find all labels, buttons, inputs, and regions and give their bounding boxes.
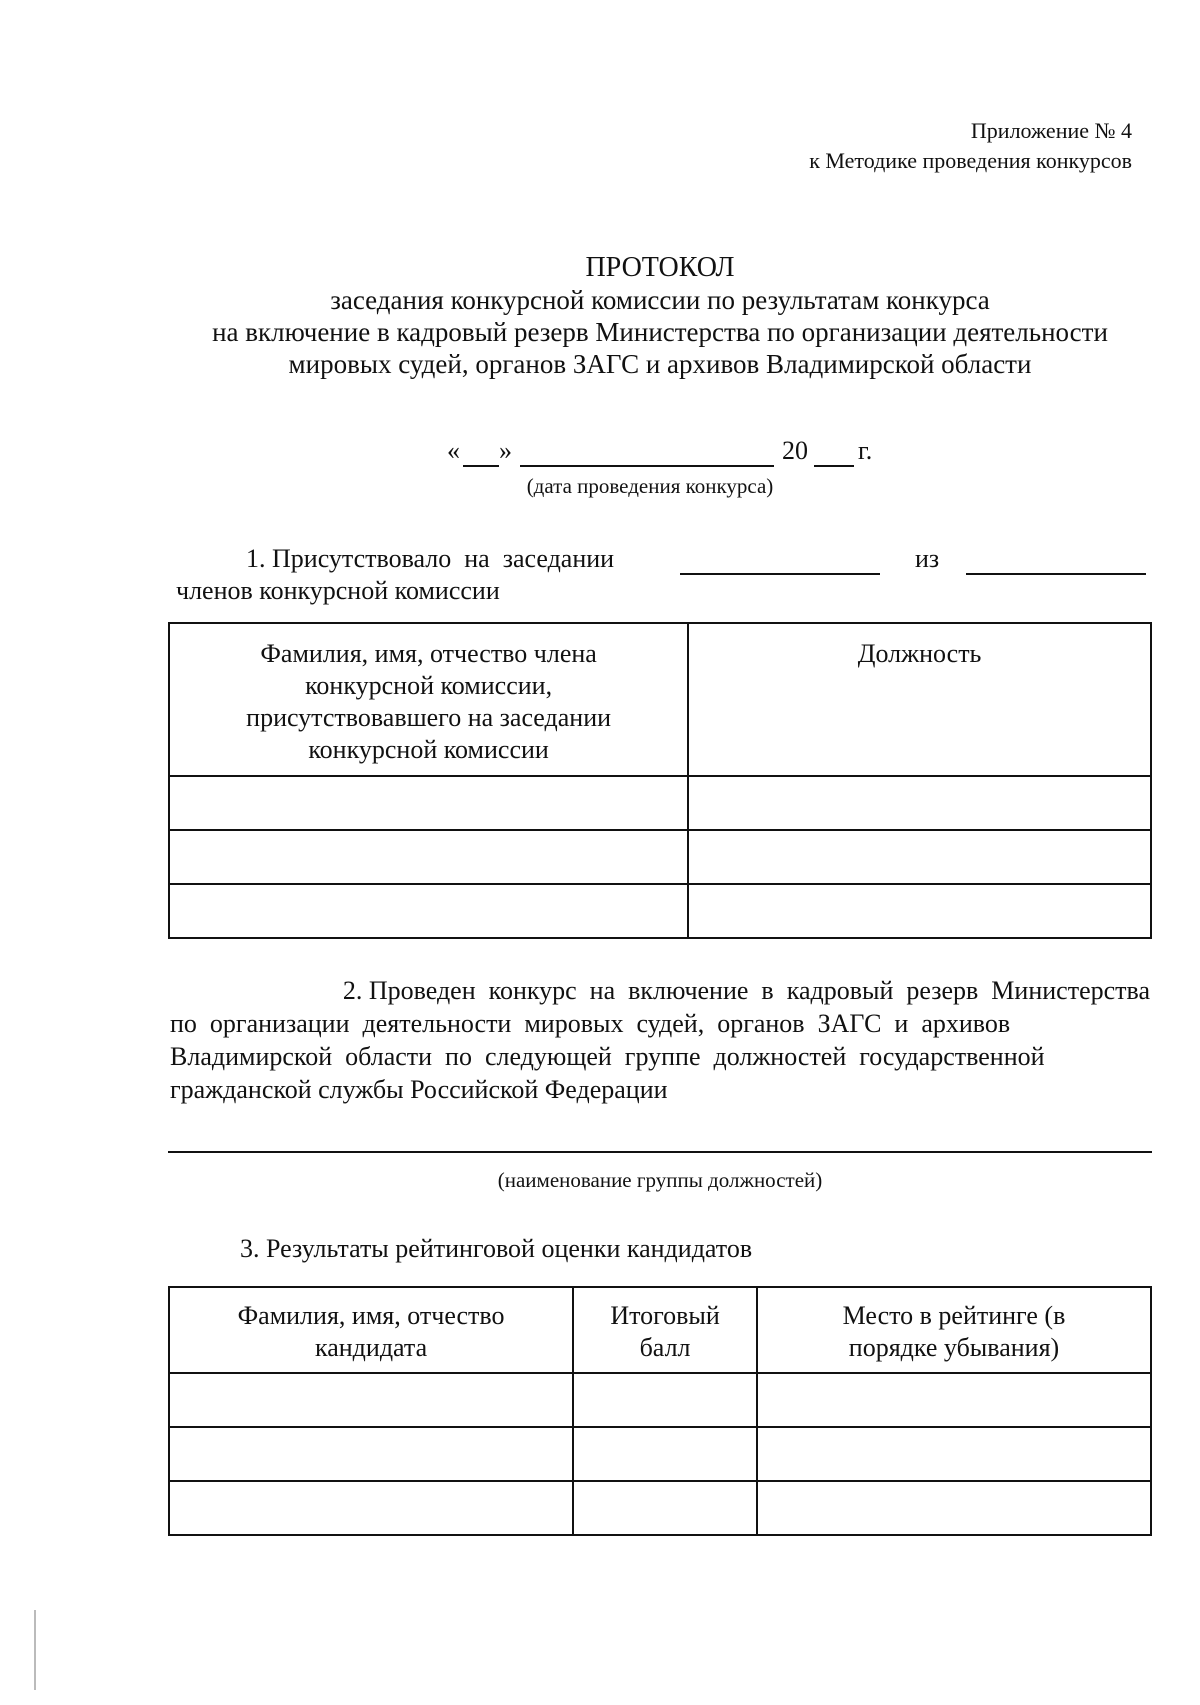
total-score-cell[interactable] — [573, 1481, 757, 1535]
position-header — [688, 623, 1151, 776]
document-title — [140, 252, 1180, 380]
annex-methodology: к Методике проведения конкурсов — [809, 148, 1132, 173]
title-heading: ПРОТОКОЛ — [585, 252, 735, 283]
section-2-line-4: гражданской службы Российской Федерации — [170, 1075, 668, 1104]
section-1-text-part-2: из — [915, 544, 940, 573]
total-score-header — [573, 1287, 757, 1373]
table-row — [169, 776, 1151, 830]
member-name-cell[interactable] — [169, 884, 688, 938]
total-score-header-label: Итоговый балл — [610, 1301, 720, 1362]
rating-place-cell[interactable] — [757, 1373, 1151, 1427]
rating-place-header-label: Место в рейтинге (в порядке убывания) — [842, 1301, 1066, 1362]
month-blank[interactable] — [520, 465, 774, 467]
table-row — [169, 1373, 1151, 1427]
candidate-name-cell[interactable] — [169, 1481, 573, 1535]
table-row — [169, 884, 1151, 938]
title-line-1: заседания конкурсной комиссии по результатам конкурса — [330, 285, 990, 315]
date-close-quote: » — [499, 436, 512, 465]
position-cell[interactable] — [688, 884, 1151, 938]
candidate-name-cell[interactable] — [169, 1427, 573, 1481]
table-row — [169, 1481, 1151, 1535]
date-caption: (дата проведения конкурса) — [526, 474, 774, 498]
member-name-cell[interactable] — [169, 776, 688, 830]
scan-margin-mark — [34, 1610, 36, 1690]
section-2-line-3: Владимирской области по следующей группе должностей государственной — [170, 1042, 1045, 1071]
day-blank[interactable] — [463, 465, 499, 467]
candidate-name-header — [169, 1287, 573, 1373]
year-blank[interactable] — [814, 465, 854, 467]
annex-reference — [700, 116, 1132, 176]
rating-place-header — [757, 1287, 1151, 1373]
member-name-header-label: Фамилия, имя, отчество члена конкурсной комиссии, присутствовавшего на заседании конкурсной комиссии — [246, 639, 612, 764]
table-row — [169, 1427, 1151, 1481]
candidate-name-header-label: Фамилия, имя, отчество кандидата — [237, 1301, 505, 1362]
section-2-line-2: по организации деятельности мировых судей, органов ЗАГС и архивов — [170, 1009, 1011, 1038]
rating-place-cell[interactable] — [757, 1481, 1151, 1535]
section-2-paragraph — [170, 974, 1150, 1106]
position-group-caption: (наименование группы должностей) — [497, 1168, 823, 1192]
present-count-blank[interactable] — [680, 573, 880, 575]
total-score-cell[interactable] — [573, 1427, 757, 1481]
candidate-rating-table — [168, 1286, 1152, 1536]
table-header-row — [169, 1287, 1151, 1373]
candidate-name-cell[interactable] — [169, 1373, 573, 1427]
title-line-3: мировых судей, органов ЗАГС и архивов Владимирской области — [288, 349, 1032, 379]
title-line-2: на включение в кадровый резерв Министерства по организации деятельности — [212, 317, 1108, 347]
section-3-heading: 3. Результаты рейтинговой оценки кандидатов — [240, 1234, 753, 1263]
date-year-suffix: г. — [858, 436, 873, 465]
total-score-cell[interactable] — [573, 1373, 757, 1427]
member-name-header — [169, 623, 688, 776]
total-count-blank[interactable] — [966, 573, 1146, 575]
annex-number: Приложение № 4 — [970, 118, 1132, 143]
member-name-cell[interactable] — [169, 830, 688, 884]
section-2-line-1: 2. Проведен конкурс на включение в кадровый резерв Министерства — [342, 976, 1150, 1005]
rating-place-cell[interactable] — [757, 1427, 1151, 1481]
position-cell[interactable] — [688, 830, 1151, 884]
position-header-label: Должность — [857, 639, 982, 668]
commission-members-table — [168, 622, 1152, 939]
section-1-text-line-2: членов конкурсной комиссии — [176, 576, 500, 605]
position-cell[interactable] — [688, 776, 1151, 830]
date-open-quote: « — [447, 436, 460, 465]
table-header-row — [169, 623, 1151, 776]
table-row — [169, 830, 1151, 884]
date-year-prefix: 20 — [782, 436, 808, 465]
section-1-text-part-1: 1. Присутствовало на заседании — [246, 544, 615, 573]
position-group-blank[interactable] — [168, 1151, 1152, 1153]
